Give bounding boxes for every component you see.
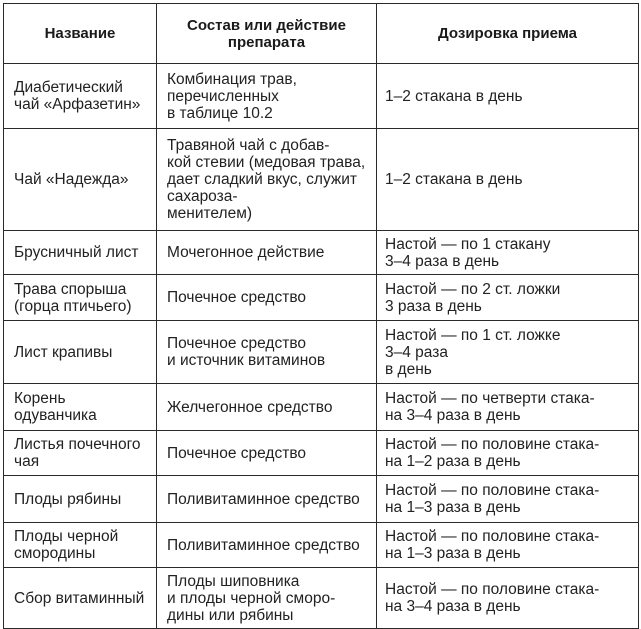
header-row bbox=[4, 4, 639, 64]
table-row bbox=[4, 64, 639, 129]
table-row bbox=[4, 321, 639, 384]
cell-dosage: Настой — по 1 стакану 3–4 раза в день bbox=[377, 231, 639, 275]
table-row bbox=[4, 231, 639, 275]
cell-dosage: 1–2 стакана в день bbox=[377, 129, 639, 231]
cell-composition: Комбинация трав, перечисленных в таблице 10.2 bbox=[157, 64, 377, 129]
cell-name: Корень одуванчика bbox=[4, 384, 157, 431]
table-row bbox=[4, 384, 639, 431]
cell-name: Листья почечного чая bbox=[4, 431, 157, 476]
cell-composition: Почечное средство bbox=[157, 431, 377, 476]
cell-composition: Почечное средство и источник витаминов bbox=[157, 321, 377, 384]
cell-name: Брусничный лист bbox=[4, 231, 157, 275]
cell-composition: Травяной чай с добав- кой стевии (медовая трава, дает сладкий вкус, служит сахароза- менителем) bbox=[157, 129, 377, 231]
cell-dosage: Настой — по половине стака- на 3–4 раза в день bbox=[377, 568, 639, 629]
cell-dosage: Настой — по половине стака- на 1–3 раза в день bbox=[377, 523, 639, 568]
cell-dosage: Настой — по четверти стака- на 3–4 раза в день bbox=[377, 384, 639, 431]
table-row bbox=[4, 476, 639, 523]
header-name: Название bbox=[4, 4, 157, 64]
cell-composition: Плоды шиповника и плоды черной сморо- дины или рябины bbox=[157, 568, 377, 629]
cell-composition: Поливитаминное средство bbox=[157, 476, 377, 523]
cell-name: Плоды рябины bbox=[4, 476, 157, 523]
header-dosage: Дозировка приема bbox=[377, 4, 639, 64]
cell-composition: Почечное средство bbox=[157, 275, 377, 321]
cell-name: Трава спорыша (горца птичьего) bbox=[4, 275, 157, 321]
table-row bbox=[4, 523, 639, 568]
cell-dosage: Настой — по 1 ст. ложке 3–4 раза в день bbox=[377, 321, 639, 384]
cell-dosage: Настой — по 2 ст. ложки 3 раза в день bbox=[377, 275, 639, 321]
cell-name: Диабетический чай «Арфазетин» bbox=[4, 64, 157, 129]
header-composition: Состав или действие препарата bbox=[157, 4, 377, 64]
cell-name: Лист крапивы bbox=[4, 321, 157, 384]
cell-dosage: Настой — по половине стака- на 1–3 раза в день bbox=[377, 476, 639, 523]
herbal-preparations-table bbox=[3, 3, 639, 629]
table-row bbox=[4, 568, 639, 629]
cell-dosage: 1–2 стакана в день bbox=[377, 64, 639, 129]
cell-composition: Поливитаминное средство bbox=[157, 523, 377, 568]
cell-name: Плоды черной смородины bbox=[4, 523, 157, 568]
cell-composition: Желчегонное средство bbox=[157, 384, 377, 431]
table-row bbox=[4, 275, 639, 321]
cell-dosage: Настой — по половине стака- на 1–2 раза в день bbox=[377, 431, 639, 476]
cell-name: Сбор витаминный bbox=[4, 568, 157, 629]
cell-name: Чай «Надежда» bbox=[4, 129, 157, 231]
table-row bbox=[4, 431, 639, 476]
cell-composition: Мочегонное действие bbox=[157, 231, 377, 275]
table-row bbox=[4, 129, 639, 231]
